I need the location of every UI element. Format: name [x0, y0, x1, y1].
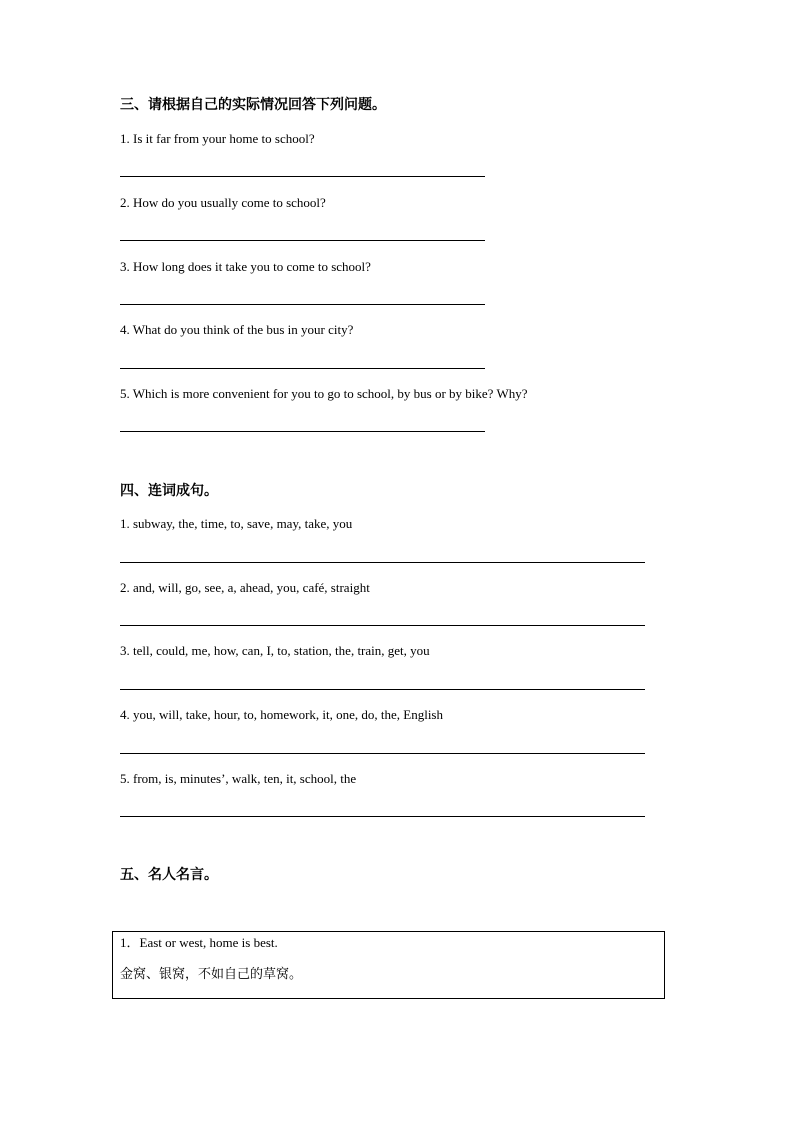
section-4-question-2: 2. and, will, go, see, a, ahead, you, café, straight: [120, 580, 370, 595]
section-3-question-5: 5. Which is more convenient for you to go to school, by bus or by bike? Why?: [120, 386, 528, 401]
answer-line: [120, 625, 645, 626]
answer-line: [120, 304, 485, 305]
answer-line: [120, 368, 485, 369]
quote-box: [112, 931, 665, 999]
answer-line: [120, 562, 645, 563]
section-3-heading: 三、请根据自己的实际情况回答下列问题。: [120, 97, 386, 113]
section-3-question-3: 3. How long does it take you to come to school?: [120, 259, 371, 274]
section-4-question-4: 4. you, will, take, hour, to, homework, it, one, do, the, English: [120, 707, 443, 722]
section-5-heading: 五、名人名言。: [120, 867, 218, 883]
answer-line: [120, 240, 485, 241]
answer-line: [120, 431, 485, 432]
section-3-question-4: 4. What do you think of the bus in your city?: [120, 322, 354, 337]
answer-line: [120, 176, 485, 177]
section-3-question-1: 1. Is it far from your home to school?: [120, 131, 315, 146]
section-3-question-2: 2. How do you usually come to school?: [120, 195, 326, 210]
quote-chinese: 金窝、银窝，不如自己的草窝。: [120, 967, 303, 982]
section-4-question-5: 5. from, is, minutes’, walk, ten, it, school, the: [120, 771, 357, 786]
answer-line: [120, 816, 645, 817]
quote-english: 1．East or west, home is best.: [120, 935, 278, 950]
section-4-question-1: 1. subway, the, time, to, save, may, take, you: [120, 516, 353, 531]
section-4-heading: 四、连词成句。: [120, 483, 218, 499]
answer-line: [120, 753, 645, 754]
section-4-question-3: 3. tell, could, me, how, can, I, to, station, the, train, get, you: [120, 643, 430, 658]
answer-line: [120, 689, 645, 690]
